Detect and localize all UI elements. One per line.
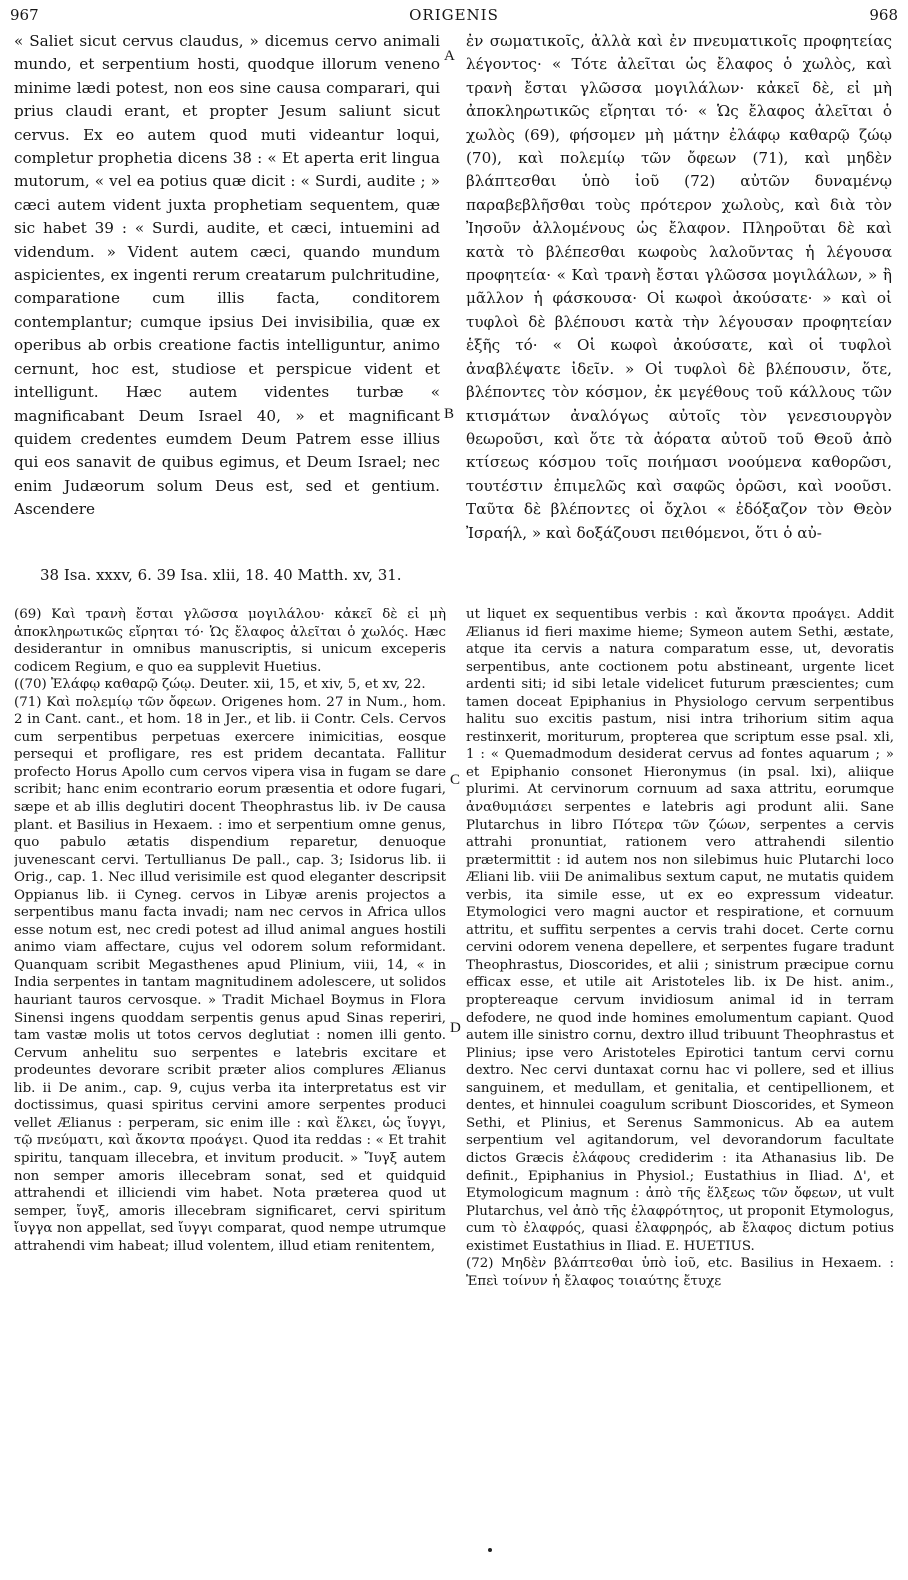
- margin-letter-c: C: [450, 772, 461, 788]
- notes-left-column: [14, 606, 446, 1566]
- margin-letter-d: D: [450, 1020, 461, 1036]
- scripture-references: 38 Isa. xxxv, 6. 39 Isa. xlii, 18. 40 Matth. xv, 31.: [40, 566, 402, 584]
- latin-column: [14, 30, 440, 560]
- running-header: [10, 6, 898, 26]
- greek-column: [466, 30, 892, 560]
- ink-dot: [488, 1548, 492, 1552]
- note-70: ((70) Ἐλάφῳ καθαρῷ ζώῳ. Deuter. xii, 15, et xiv, 5, et xv, 22.: [14, 677, 426, 693]
- running-title: ORIGENIS: [409, 6, 499, 24]
- latin-text: « Saliet sicut cervus claudus, » dicemus cervo animali mundo, et serpentium hosti, quodque illorum veneno minime lædi potest, non eos sine causa comparari, qui prius claudi erant, et propter Jesum saliunt sicut cervus. Ex eo autem quod muti videantur loqui, completur prophetia dicens 38 : « Et aperta erit lingua mutorum, « vel ea potius quæ dicit : « Surdi, audite ; » cæci autem vident juxta prophetiam sequentem, quæ sic habet 39 : « Surdi, audite, et cæci, intuemini ad videndum. » Vident autem cæci, quando mundum aspicientes, ex ingenti rerum creatarum pulchritudine, comparatione cum illis facta, conditorem contemplantur; cumque ipsius Dei invisibilia, quæ ex operibus ab orbis creatione factis intelliguntur, animo cernunt, hoc est, studiose et perspicue vident et intelligunt. Hæc autem videntes turbæ « magnificabant Deum Israel 40, » et magnificant quidem credentes eumdem Deum Patrem esse illius qui eos sanavit de quibus egimus, et Deum Israel; nec enim Judæorum solum Deus est, sed et gentium. Ascendere: [14, 32, 440, 519]
- notes-right-column: [466, 606, 894, 1566]
- note-71-continued: ut liquet ex sequentibus verbis : καὶ ἄκοντα προάγει. Addit Ælianus id fieri maxime hieme; Symeon autem Sethi, æstate, atque ita cervis a natura comparatum esse, ut, devoratis serpentibus, ante coctionem potu abstineant, urgente licet ardenti siti; id sibi letale videlicet futurum præscientes; cum tamen doceat Epiphanius in Physiologo cervum serpentibus halitu suo excitis pastum, nisi intra trihorium sitim aqua restinxerit, moriturum, propterea que scriptum esse psal. xli, 1 : « Quemadmodum desiderat cervus ad fontes aquarum ; » et Epiphanio consonet Hieronymus (in psal. lxi), aliique plurimi. At cervinorum cornuum ad saxa attritu, eorumque ἀναθυμιάσει serpentes e latebris agi produnt alii. Sane Plutarchus in libro Πότερα τῶν ζώων, serpentes a cervis attrahi pronuntiat, rationem vero attrahendi silentio prætermittit : id autem nos non silebimus huic Plutarchi loco Æliani lib. viii De animalibus sextum caput, ne mutatis quidem verbis, ita simile esse, ut ex eo expressum videatur. Etymologici vero magni auctor et respiratione, et cornuum attritu, et suffitu serpentes a cervis trahi docet. Certe cornu cervini odorem venena depellere, et serpentes fugare tradunt Theophrastus, Dioscorides, et alii ; sinistrum præcipue cornu efficax esse, et utile ait Aristoteles lib. ix De hist. anim., proptereaque cervum invidiosum animal id in terram defodere, ne quod inde homines emolumentum capiant. Quod autem ille sinistro cornu, dextro illud tribuunt Theophrastus et Plinius; ipse vero Aristoteles Epirotici tantum cervi cornu dextro. Nec cervi duntaxat cornu hac vi pollere, sed et illius sanguinem, et medullam, et genitalia, et centipellionem, et dentes, et hinnulei coagulum scribunt Dioscorides, et Symeon Sethi, et Plinius, et Serenus Sammonicus. Ab ea autem serpentium vel agitandorum, vel devorandorum facultate dictos Græcis ἐλάφους crediderim : ita Athanasius lib. De definit., Epiphanius in Physiol.; Eustathius in Iliad. Δ', et Etymologicum magnum : ἀπὸ τῆς ἕλξεως τῶν ὄφεων, ut vult Plutarchus, vel ἀπὸ τῆς ἐλαφρότητος, ut proponit Etymologus, cum τὸ ἐλαφρός, quasi ἐλαφρηρός, ab ἔλαφος dictum potius existimet Eustathius in Iliad. E. HUETIUS.: [466, 607, 894, 1254]
- margin-letter-a: A: [444, 48, 455, 64]
- page-number-left: 967: [10, 6, 39, 24]
- margin-letter-b: B: [444, 406, 455, 422]
- note-69: (69) Καὶ τρανὴ ἔσται γλῶσσα μογιλάλου· κἀκεῖ δὲ εἰ μὴ ἀποκληρωτικῶς εἴρηται τό· Ὡς ἔλαφος ἀλεῖται ὁ χωλός. Hæc desiderantur in omnibus manuscriptis, si unicum exceperis codicem Regium, e quo ea supplevit Huetius.: [14, 607, 446, 675]
- note-71: (71) Καὶ πολεμίῳ τῶν ὄφεων. Origenes hom. 27 in Num., hom. 2 in Cant. cant., et hom. 18 in Jer., et lib. ii Contr. Cels. Cervos cum serpentibus perpetuas exercere inimicitias, eosque persequi et profligare, res est pridem decantata. Fallitur profecto Horus Apollo cum cervos vipera visa in fugam se dare scribit; hanc enim econtrario eorum præsentia et odore fugari, sæpe et ab illis deglutiri docent Theophrastus lib. iv De causa plant. et Basilius in Hexaem. : imo et serpentium omne genus, quo pabulo ætatis dispendium reparetur, denuoque juvenescant cervi. Tertullianus De pall., cap. 3; Isidorus lib. ii Orig., cap. 1. Nec illud verisimile est quod eleganter descripsit Oppianus lib. ii Cyneg. cervos in Libyæ arenis projectos a serpentibus manu facta invadi; nam nec cervos in Africa ullos esse notum est, nec credi potest ad illud animal angues hostili animo viam affectare, cujus vel odorem solum reformidant. Quanquam scribit Megasthenes apud Plinium, viii, 14, « in India serpentes in tantam magnitudinem adolescere, ut solidos hauriant tauros cervosque. » Tradit Michael Boymus in Flora Sinensi ingens quoddam serpentis genus apud Sinas reperiri, tam vastæ molis ut totos cervos deglutiat : nomen illi gento. Cervum anhelitu suo serpentes e latebris excitare et prodeuntes devorare scribit præter alios complures Ælianus lib. ii De anim., cap. 9, cujus verba ita interpretatus est vir doctissimus, quasi spiritus cervini amore serpentes produci vellet Ælianus : perperam, sic enim ille : καὶ ἕλκει, ὡς ἴυγγι, τῷ πνεύματι, καὶ ἄκοντα προάγει. Quod ita reddas : « Et trahit spiritu, tanquam illecebra, et invitum producit. » Ἴυγξ autem non semper amoris illecebram sonat, sed et quidquid attrahendi et illiciendi vim habet. Nota præterea quod ut semper, ἴυγξ, amoris illecebram significaret, cervi spiritum ἴυγγα non appellat, sed ἴυγγι comparat, quod nempe utrumque attrahendi vim habeat; illud volentem, illud etiam renitentem,: [14, 694, 446, 1254]
- note-72: (72) Μηδὲν βλάπτεσθαι ὑπὸ ἰοῦ, etc. Basilius in Hexaem. : Ἐπεὶ τοίνυν ἡ ἔλαφος τοιαύτης ἔτυχε: [466, 1256, 894, 1289]
- greek-text: ἐν σωματικοῖς, ἀλλὰ καὶ ἐν πνευματικοῖς προφητείας λέγοντος· « Τότε ἀλεῖται ὡς ἔλαφος ὁ χωλὸς, καὶ τρανὴ ἔσται γλῶσσα μογιλάλων· κἀκεῖ δὲ, εἰ μὴ ἀποκληρωτικῶς εἴρηται τό· « Ὡς ἔλαφος ἀλεῖται ὁ χωλὸς (69), φήσομεν μὴ μάτην ἐλάφῳ καθαρῷ ζώῳ (70), καὶ πολεμίῳ τῶν ὄφεων (71), καὶ μηδὲν βλάπτεσθαι ὑπὸ ἰοῦ (72) αὐτῶν δυναμένῳ παραβεβλῆσθαι τοὺς πρότερον χωλοὺς, καὶ διὰ τὸν Ἰησοῦν ἀλλομένους ὡς ἔλαφον. Πληροῦται δὲ καὶ κατὰ τὸ βλέπεσθαι κωφοὺς λαλοῦντας ἡ λέγουσα προφητεία· « Καὶ τρανὴ ἔσται γλῶσσα μογιλάλων, » ἢ μᾶλλον ἡ φάσκουσα· Οἱ κωφοὶ ἀκούσατε· » καὶ οἱ τυφλοὶ δὲ βλέπουσι κατὰ τὴν λέγουσαν προφητείαν ἑξῆς τό· « Οἱ κωφοὶ ἀκούσατε, καὶ οἱ τυφλοὶ ἀναβλέψατε ἰδεῖν. » Οἱ τυφλοὶ δὲ βλέπουσιν, ὅτε, βλέποντες τὸν κόσμον, ἐκ μεγέθους τοῦ κάλλους τῶν κτισμάτων ἀναλόγως αὐτοῖς τὸν γενεσιουργὸν θεωροῦσι, καὶ ὅτε τὰ ἀόρατα αὐτοῦ τοῦ Θεοῦ ἀπὸ κτίσεως κόσμου τοῖς ποιήμασι νοούμενα καθορῶσι, τουτέστιν ἐπιμελῶς καὶ σαφῶς ὁρῶσι, καὶ νοοῦσι. Ταῦτα δὲ βλέποντες οἱ ὄχλοι « ἐδόξαζον τὸν Θεὸν Ἰσραήλ, » καὶ δοξάζουσι πειθόμενοι, ὅτι ὁ αὐ-: [466, 32, 892, 542]
- page-number-right: 968: [869, 6, 898, 24]
